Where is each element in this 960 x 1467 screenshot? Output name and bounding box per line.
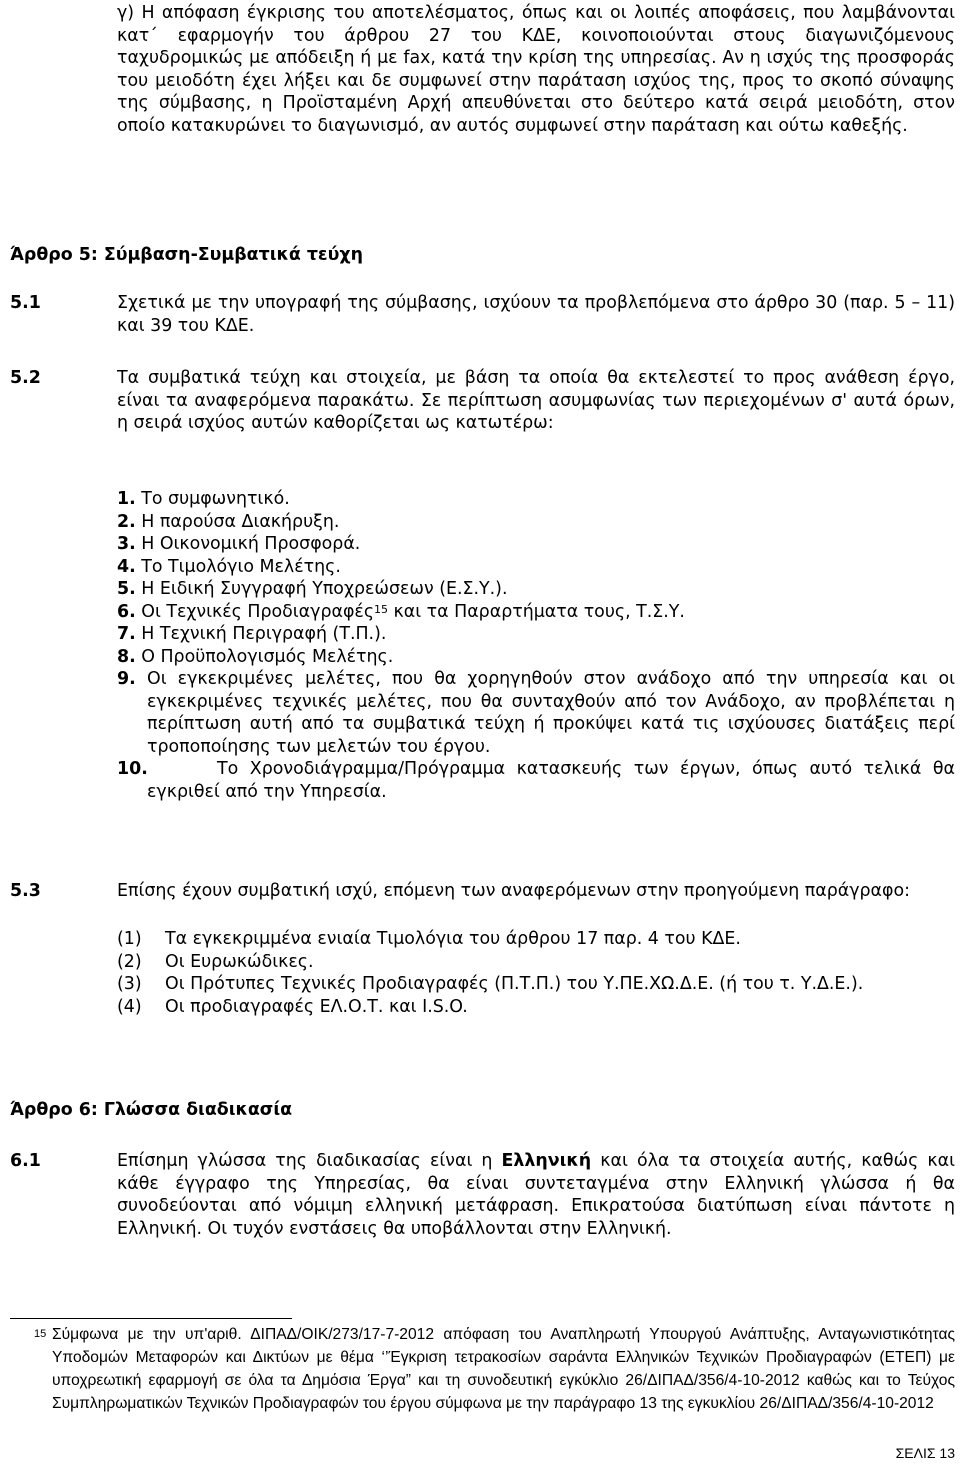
list-item: 10. Το Χρονοδιάγραμμα/Πρόγραμμα κατασκευής των έργων, όπως αυτό τελικά θα εγκριθεί από την Υπηρεσία. <box>117 759 955 802</box>
paragraph-5-3 <box>10 880 955 903</box>
footnote-reference[interactable]: 15 <box>374 602 389 616</box>
paragraph-5-1 <box>10 292 955 337</box>
list-item: 8. Ο Προϋπολογισμός Μελέτης. <box>117 646 394 667</box>
list-item: (1) Τα εγκεκριμμένα ενιαία Τιμολόγια του άρθρου 17 παρ. 4 του ΚΔΕ. <box>117 929 741 949</box>
paragraph-number: 6.1 <box>10 1151 41 1171</box>
emphasis-text: Ελληνική <box>501 1151 592 1171</box>
list-item: 2. Η παρούσα Διακήρυξη. <box>117 511 340 532</box>
list-item: 4. Το Τιμολόγιο Μελέτης. <box>117 556 341 577</box>
article-5-heading: Άρθρο 5: Σύμβαση-Συμβατικά τεύχη <box>10 245 363 265</box>
contract-documents-list <box>117 488 955 803</box>
paragraph-text: Τα συμβατικά τεύχη και στοιχεία, με βάση τα οποία θα εκτελεστεί το προς ανάθεση έργο, είναι τα αναφερόμενα παρακάτω. Σε περίπτωση ασυμφωνίας των περιεχομένων σ' αυτά όρων, η σειρά ισχύος αυτών καθορίζεται ως κατωτέρω: <box>117 368 955 433</box>
list-item: 7. Η Τεχνική Περιγραφή (Τ.Π.). <box>117 624 387 644</box>
intro-paragraph: γ) Η απόφαση έγκρισης του αποτελέσματος, όπως και οι λοιπές αποφάσεις, που λαμβάνονται κατ΄ εφαρμογήν του άρθρου 27 του ΚΔΕ, κοινοποιούνται στους διαγωνιζόμενους ταχυδρομικώς με απόδειξη ή με fax, κατά την κρίση της υπηρεσίας. Αν η ισχύς της προσφοράς του μειοδότη έχει λήξει και δε συμφωνεί στην παράταση ισχύος της, προς το σκοπό σύναψης της σύμβασης, η Προϊσταμένη Αρχή απευθύνεται στο δεύτερο κατά σειρά μειοδότη, στον οποίο κατακυρώνει το διαγωνισμό, αν αυτός συμφωνεί στην παράταση και ούτω καθεξής. <box>117 3 955 136</box>
list-item: 9. Οι εγκεκριμένες μελέτες, που θα χορηγηθούν στον ανάδοχο από την υπηρεσία και οι εγκεκριμένες τεχνικές μελέτες, που θα συνταχθούν από τον Ανάδοχο, αν προβλέπεται η περίπτωση αυτή από τα συμβατικά τεύχη ή προκύψει κατά τις ισχύουσες διατάξεις περί τροποποίησης των μελετών του έργου. <box>117 669 955 757</box>
list-item: 3. Η Οικονομική Προσφορά. <box>117 534 361 554</box>
paragraph-6-1 <box>10 1150 955 1240</box>
page-number: ΣΕΛΙΣ 13 <box>895 1445 955 1461</box>
list-item: (3) Οι Πρότυπες Τεχνικές Προδιαγραφές (Π.Τ.Π.) του Υ.ΠΕ.ΧΩ.Δ.Ε. (ή του τ. Υ.Δ.Ε.). <box>117 974 864 994</box>
paragraph-number: 5.2 <box>10 368 41 388</box>
paragraph-5-2 <box>10 367 955 435</box>
additional-documents-list <box>117 928 955 1018</box>
footnote-divider <box>10 1318 292 1319</box>
list-item: 5. Η Ειδική Συγγραφή Υποχρεώσεων (Ε.Σ.Υ.). <box>117 579 508 599</box>
paragraph-text: Σχετικά με την υπογραφή της σύμβασης, ισχύουν τα προβλεπόμενα στο άρθρο 30 (παρ. 5 – 11) και 39 του ΚΔΕ. <box>117 293 955 336</box>
paragraph-number: 5.1 <box>10 293 41 313</box>
list-item: (4) Οι προδιαγραφές ΕΛ.Ο.Τ. και I.S.O. <box>117 996 468 1017</box>
paragraph-text: Επίσημη γλώσσα της διαδικασίας είναι η Ελληνική και όλα τα στοιχεία αυτής, καθώς και κάθε έγγραφο της Υπηρεσίας, θα είναι συντεταγμένα στην Ελληνική γλώσσα ή θα συνοδεύονται από νόμιμη ελληνική μετάφραση. Επικρατούσα διατύπωση είναι πάντοτε η Ελληνική. Οι τυχόν ενστάσεις θα υποβάλλονται στην Ελληνική. <box>117 1151 955 1239</box>
paragraph-number: 5.3 <box>10 881 41 901</box>
list-item: (2) Οι Ευρωκώδικες. <box>117 951 314 972</box>
article-6-heading: Άρθρο 6: Γλώσσα διαδικασία <box>10 1100 293 1120</box>
footnote <box>10 1323 955 1415</box>
list-item: 1. Το συμφωνητικό. <box>117 489 290 509</box>
footnote-mark: 15 <box>34 1328 47 1340</box>
footnote-text: Σύμφωνα με την υπ'αριθ. ΔΙΠΑΔ/ΟΙΚ/273/17-7-2012 απόφαση του Αναπληρωτή Υπουργού Ανάπτυξης, Ανταγωνιστικότητας Υποδομών Μεταφορών και Δικτύων με θέμα ‘’Έγκριση τετρακοσίων σαράντα Ελληνικών Τεχνικών Προδιαγραφών (ΕΤΕΠ) με υποχρεωτική εφαρμογή σε όλα τα Δημόσια Έργα” και τη συνοδευτική εγκύκλιο 26/ΔΙΠΑΔ/356/4-10-2012 καθώς και το Τεύχος Συμπληρωματικών Τεχνικών Προδιαγραφών του έργου σύμφωνα με την παράγραφο 13 της εγκυκλίου 26/ΔΙΠΑΔ/356/4-10-2012 <box>52 1326 955 1412</box>
list-item: 6. Οι Τεχνικές Προδιαγραφές$^{15}$ και τα Παραρτήματα τους, Τ.Σ.Υ. <box>117 601 685 622</box>
paragraph-text: Επίσης έχουν συμβατική ισχύ, επόμενη των αναφερόμενων στην προηγούμενη παράγραφο: <box>117 881 910 901</box>
